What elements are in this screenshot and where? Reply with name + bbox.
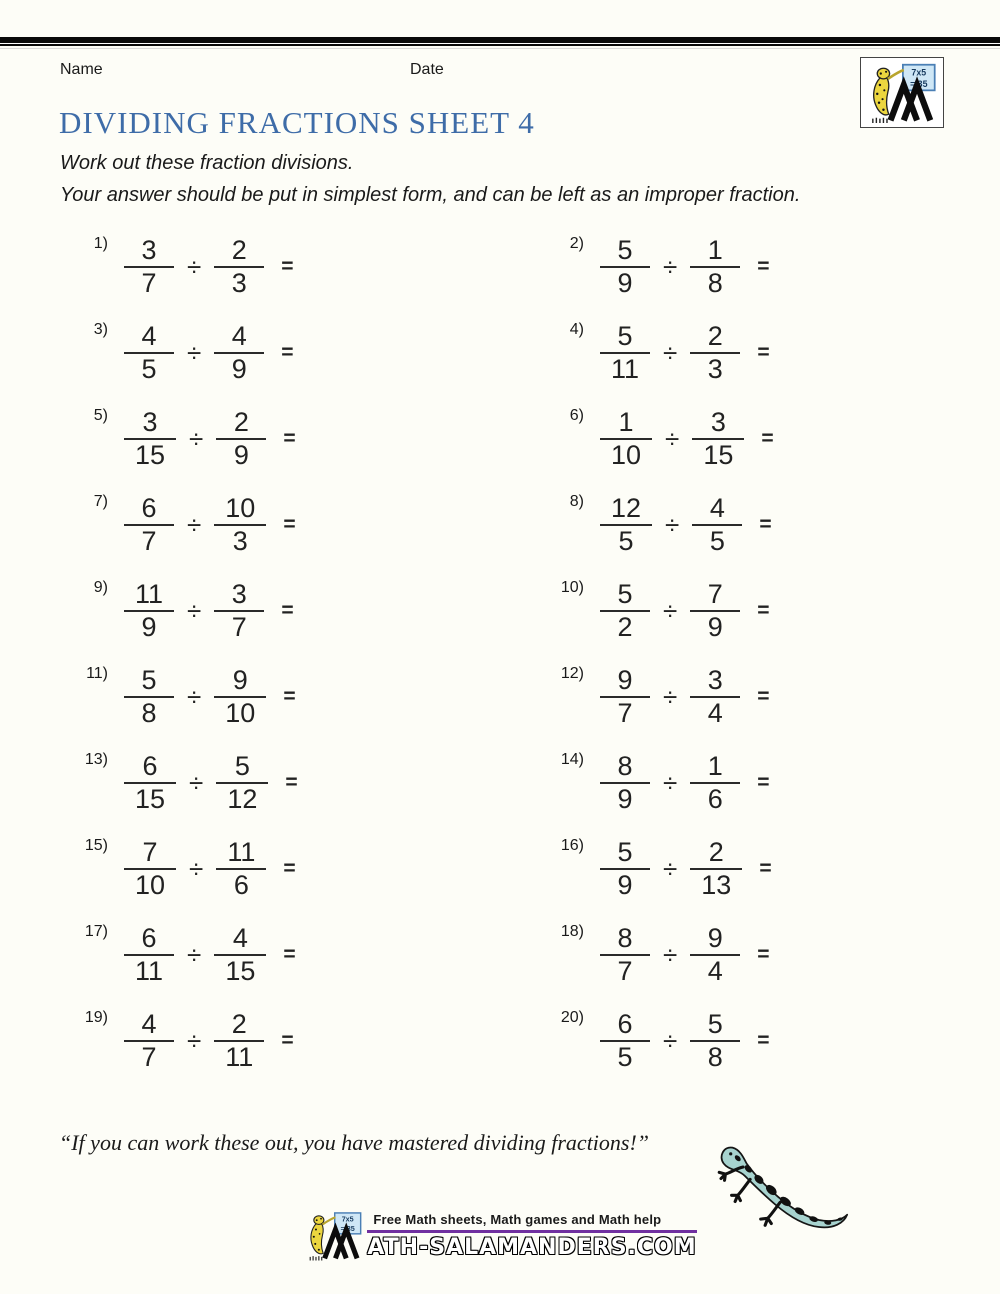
problem-row bbox=[550, 224, 956, 310]
dividend-numerator: 7 bbox=[142, 837, 158, 867]
problem-row bbox=[550, 912, 956, 998]
problem-number: 20) bbox=[560, 1009, 584, 1026]
dividend-fraction bbox=[600, 408, 652, 470]
divisor-denominator: 6 bbox=[707, 784, 723, 814]
svg-text:= 35: = 35 bbox=[340, 1223, 356, 1233]
divisor-numerator: 2 bbox=[231, 235, 247, 265]
divide-sign: ÷ bbox=[663, 681, 678, 712]
divisor-denominator: 9 bbox=[707, 612, 723, 642]
divide-sign: ÷ bbox=[665, 509, 680, 540]
problem-row bbox=[74, 568, 550, 654]
problem-number: 15) bbox=[84, 837, 108, 854]
dividend-numerator: 3 bbox=[142, 407, 158, 437]
problem-number: 4) bbox=[569, 321, 584, 338]
problem-number: 3) bbox=[93, 321, 108, 338]
equals-sign: = bbox=[761, 427, 774, 450]
problem-number: 12) bbox=[560, 665, 584, 682]
equals-sign: = bbox=[281, 599, 294, 622]
divisor-denominator: 6 bbox=[233, 870, 249, 900]
problem-row bbox=[550, 826, 956, 912]
divisor-fraction bbox=[690, 838, 742, 900]
dividend-fraction bbox=[124, 752, 176, 814]
dividend-fraction bbox=[124, 322, 174, 384]
divisor-numerator: 3 bbox=[707, 665, 723, 695]
divisor-fraction bbox=[690, 752, 740, 814]
dividend-numerator: 5 bbox=[141, 665, 157, 695]
dividend-denominator: 10 bbox=[135, 870, 166, 900]
equals-sign: = bbox=[281, 341, 294, 364]
divisor-numerator: 7 bbox=[707, 579, 723, 609]
dividend-fraction bbox=[124, 580, 174, 642]
divisor-denominator: 4 bbox=[707, 698, 723, 728]
dividend-denominator: 7 bbox=[617, 698, 633, 728]
divisor-numerator: 11 bbox=[227, 837, 256, 867]
problem-row bbox=[74, 310, 550, 396]
dividend-numerator: 5 bbox=[617, 235, 633, 265]
problem-row bbox=[74, 482, 550, 568]
dividend-fraction bbox=[600, 322, 650, 384]
divisor-numerator: 1 bbox=[707, 751, 723, 781]
divisor-denominator: 8 bbox=[707, 1042, 723, 1072]
dividend-numerator: 6 bbox=[142, 751, 158, 781]
dividend-fraction bbox=[124, 666, 174, 728]
dividend-numerator: 5 bbox=[617, 321, 633, 351]
problem-number: 16) bbox=[560, 837, 584, 854]
problem-number: 1) bbox=[93, 235, 108, 252]
divide-sign: ÷ bbox=[189, 767, 204, 798]
salamander-logo-icon bbox=[864, 61, 940, 125]
divide-sign: ÷ bbox=[663, 337, 678, 368]
problem-number: 7) bbox=[93, 493, 108, 510]
dividend-fraction bbox=[600, 838, 650, 900]
dividend-denominator: 9 bbox=[617, 784, 633, 814]
divisor-numerator: 5 bbox=[234, 751, 250, 781]
divisor-numerator: 9 bbox=[707, 923, 723, 953]
divide-sign: ÷ bbox=[189, 853, 204, 884]
divide-sign: ÷ bbox=[187, 1025, 202, 1056]
instruction-line-2: Your answer should be put in simplest form, and can be left as an improper fraction. bbox=[60, 184, 801, 206]
divide-sign: ÷ bbox=[663, 251, 678, 282]
divide-sign: ÷ bbox=[187, 681, 202, 712]
problem-row bbox=[550, 568, 956, 654]
dividend-fraction bbox=[600, 236, 650, 298]
equals-sign: = bbox=[757, 341, 770, 364]
divisor-denominator: 15 bbox=[225, 956, 256, 986]
divisor-fraction bbox=[214, 494, 266, 556]
dividend-denominator: 5 bbox=[618, 526, 634, 556]
problem-row bbox=[550, 654, 956, 740]
problem-number: 14) bbox=[560, 751, 584, 768]
equals-sign: = bbox=[757, 771, 770, 794]
divisor-numerator: 9 bbox=[232, 665, 248, 695]
footer-tagline: Free Math sheets, Math games and Math help bbox=[373, 1212, 662, 1227]
dividend-numerator: 3 bbox=[141, 235, 157, 265]
divide-sign: ÷ bbox=[663, 853, 678, 884]
problem-row bbox=[74, 654, 550, 740]
dividend-numerator: 8 bbox=[617, 751, 633, 781]
divisor-numerator: 4 bbox=[232, 923, 248, 953]
divisor-numerator: 2 bbox=[233, 407, 249, 437]
dividend-denominator: 9 bbox=[617, 870, 633, 900]
dividend-numerator: 11 bbox=[135, 579, 164, 609]
dividend-fraction bbox=[600, 924, 650, 986]
divide-sign: ÷ bbox=[663, 939, 678, 970]
equals-sign: = bbox=[757, 1029, 770, 1052]
problem-row bbox=[74, 740, 550, 826]
dividend-denominator: 15 bbox=[135, 784, 166, 814]
dividend-numerator: 5 bbox=[617, 837, 633, 867]
dividend-denominator: 9 bbox=[617, 268, 633, 298]
dividend-denominator: 5 bbox=[617, 1042, 633, 1072]
name-field-label: Name bbox=[60, 61, 103, 78]
dividend-denominator: 7 bbox=[141, 268, 157, 298]
equals-sign: = bbox=[757, 255, 770, 278]
divisor-fraction bbox=[690, 322, 740, 384]
divisor-numerator: 2 bbox=[231, 1009, 247, 1039]
dividend-denominator: 5 bbox=[141, 354, 157, 384]
equals-sign: = bbox=[283, 513, 296, 536]
divide-sign: ÷ bbox=[187, 939, 202, 970]
dividend-numerator: 4 bbox=[141, 1009, 157, 1039]
divisor-fraction bbox=[692, 408, 744, 470]
divisor-fraction bbox=[216, 752, 268, 814]
divisor-denominator: 3 bbox=[231, 268, 247, 298]
problem-number: 18) bbox=[560, 923, 584, 940]
dividend-denominator: 8 bbox=[141, 698, 157, 728]
date-field-label: Date bbox=[410, 61, 444, 78]
problems-grid bbox=[74, 224, 956, 1084]
problem-number: 8) bbox=[569, 493, 584, 510]
divisor-fraction bbox=[692, 494, 742, 556]
divide-sign: ÷ bbox=[187, 509, 202, 540]
dividend-denominator: 10 bbox=[611, 440, 642, 470]
dividend-numerator: 1 bbox=[618, 407, 634, 437]
equals-sign: = bbox=[759, 857, 772, 880]
problem-row bbox=[74, 396, 550, 482]
math-salamanders-logo bbox=[860, 57, 944, 128]
equals-sign: = bbox=[757, 599, 770, 622]
divisor-fraction bbox=[214, 580, 264, 642]
footer bbox=[0, 1208, 1000, 1264]
divisor-denominator: 9 bbox=[233, 440, 249, 470]
problem-number: 6) bbox=[569, 407, 584, 424]
equals-sign: = bbox=[283, 857, 296, 880]
equals-sign: = bbox=[757, 685, 770, 708]
divide-sign: ÷ bbox=[187, 337, 202, 368]
divisor-fraction bbox=[690, 666, 740, 728]
divisor-numerator: 10 bbox=[225, 493, 256, 523]
dividend-numerator: 4 bbox=[141, 321, 157, 351]
dividend-fraction bbox=[124, 236, 174, 298]
divisor-fraction bbox=[214, 322, 264, 384]
divisor-numerator: 4 bbox=[231, 321, 247, 351]
equals-sign: = bbox=[283, 427, 296, 450]
problem-number: 2) bbox=[569, 235, 584, 252]
problem-row bbox=[74, 912, 550, 998]
dividend-denominator: 7 bbox=[617, 956, 633, 986]
divisor-fraction bbox=[690, 236, 740, 298]
equals-sign: = bbox=[281, 255, 294, 278]
dividend-fraction bbox=[124, 838, 176, 900]
divisor-numerator: 2 bbox=[707, 321, 723, 351]
divide-sign: ÷ bbox=[665, 423, 680, 454]
divisor-denominator: 3 bbox=[232, 526, 248, 556]
divisor-numerator: 5 bbox=[707, 1009, 723, 1039]
divide-sign: ÷ bbox=[187, 595, 202, 626]
dividend-denominator: 9 bbox=[141, 612, 157, 642]
dividend-fraction bbox=[124, 924, 174, 986]
divisor-numerator: 3 bbox=[710, 407, 726, 437]
divisor-fraction bbox=[216, 838, 266, 900]
divisor-numerator: 1 bbox=[707, 235, 723, 265]
footer-salamander-logo-icon bbox=[303, 1208, 365, 1264]
instruction-line-1: Work out these fraction divisions. bbox=[60, 152, 354, 174]
problem-row bbox=[550, 310, 956, 396]
closing-quote: “If you can work these out, you have mastered dividing fractions!” bbox=[59, 1130, 650, 1155]
problem-number: 17) bbox=[84, 923, 108, 940]
dividend-denominator: 15 bbox=[135, 440, 166, 470]
dividend-fraction bbox=[600, 580, 650, 642]
dividend-numerator: 8 bbox=[617, 923, 633, 953]
dividend-fraction bbox=[600, 666, 650, 728]
divisor-denominator: 12 bbox=[227, 784, 258, 814]
problem-row bbox=[74, 224, 550, 310]
problem-number: 19) bbox=[84, 1009, 108, 1026]
equals-sign: = bbox=[283, 943, 296, 966]
divisor-fraction bbox=[690, 580, 740, 642]
equals-sign: = bbox=[759, 513, 772, 536]
dividend-numerator: 6 bbox=[141, 493, 157, 523]
divisor-fraction bbox=[214, 236, 264, 298]
problem-row bbox=[74, 826, 550, 912]
top-border-rule bbox=[0, 37, 1000, 49]
dividend-fraction bbox=[600, 494, 652, 556]
dividend-fraction bbox=[124, 408, 176, 470]
equals-sign: = bbox=[283, 685, 296, 708]
dividend-fraction bbox=[124, 1010, 174, 1072]
divisor-denominator: 15 bbox=[703, 440, 734, 470]
footer-wordmark: ATH-SALAMANDERS.COM bbox=[367, 1235, 697, 1260]
problem-row bbox=[74, 998, 550, 1084]
divisor-denominator: 3 bbox=[707, 354, 723, 384]
problem-number: 9) bbox=[93, 579, 108, 596]
divide-sign: ÷ bbox=[663, 1025, 678, 1056]
divide-sign: ÷ bbox=[187, 251, 202, 282]
divide-sign: ÷ bbox=[663, 595, 678, 626]
dividend-denominator: 7 bbox=[141, 526, 157, 556]
divisor-fraction bbox=[214, 924, 266, 986]
divisor-denominator: 4 bbox=[707, 956, 723, 986]
divisor-fraction bbox=[216, 408, 266, 470]
problem-row bbox=[550, 998, 956, 1084]
divisor-denominator: 7 bbox=[231, 612, 247, 642]
page-title: DIVIDING FRACTIONS SHEET 4 bbox=[59, 105, 535, 140]
divisor-numerator: 2 bbox=[708, 837, 724, 867]
problem-number: 10) bbox=[560, 579, 584, 596]
divisor-denominator: 8 bbox=[707, 268, 723, 298]
svg-text:7x5: 7x5 bbox=[911, 66, 927, 77]
problem-row bbox=[550, 396, 956, 482]
svg-text:7x5: 7x5 bbox=[342, 1214, 355, 1224]
divisor-fraction bbox=[690, 1010, 740, 1072]
problem-row bbox=[550, 482, 956, 568]
dividend-fraction bbox=[600, 1010, 650, 1072]
divide-sign: ÷ bbox=[663, 767, 678, 798]
divisor-denominator: 5 bbox=[709, 526, 725, 556]
divisor-fraction bbox=[214, 1010, 264, 1072]
equals-sign: = bbox=[281, 1029, 294, 1052]
divisor-denominator: 11 bbox=[225, 1042, 254, 1072]
divisor-numerator: 4 bbox=[709, 493, 725, 523]
dividend-numerator: 5 bbox=[617, 579, 633, 609]
equals-sign: = bbox=[285, 771, 298, 794]
dividend-numerator: 6 bbox=[141, 923, 157, 953]
problem-number: 11) bbox=[86, 665, 108, 682]
divisor-denominator: 10 bbox=[225, 698, 256, 728]
divisor-denominator: 9 bbox=[231, 354, 247, 384]
divisor-numerator: 3 bbox=[231, 579, 247, 609]
problem-number: 13) bbox=[84, 751, 108, 768]
problem-row bbox=[550, 740, 956, 826]
dividend-numerator: 12 bbox=[611, 493, 642, 523]
divide-sign: ÷ bbox=[189, 423, 204, 454]
svg-text:= 35: = 35 bbox=[910, 78, 928, 89]
dividend-denominator: 7 bbox=[141, 1042, 157, 1072]
dividend-fraction bbox=[600, 752, 650, 814]
divisor-denominator: 13 bbox=[701, 870, 732, 900]
dividend-fraction bbox=[124, 494, 174, 556]
dividend-denominator: 2 bbox=[617, 612, 633, 642]
dividend-denominator: 11 bbox=[135, 956, 164, 986]
dividend-numerator: 6 bbox=[617, 1009, 633, 1039]
divisor-fraction bbox=[214, 666, 266, 728]
problem-number: 5) bbox=[93, 407, 108, 424]
equals-sign: = bbox=[757, 943, 770, 966]
dividend-denominator: 11 bbox=[611, 354, 640, 384]
divisor-fraction bbox=[690, 924, 740, 986]
dividend-numerator: 9 bbox=[617, 665, 633, 695]
